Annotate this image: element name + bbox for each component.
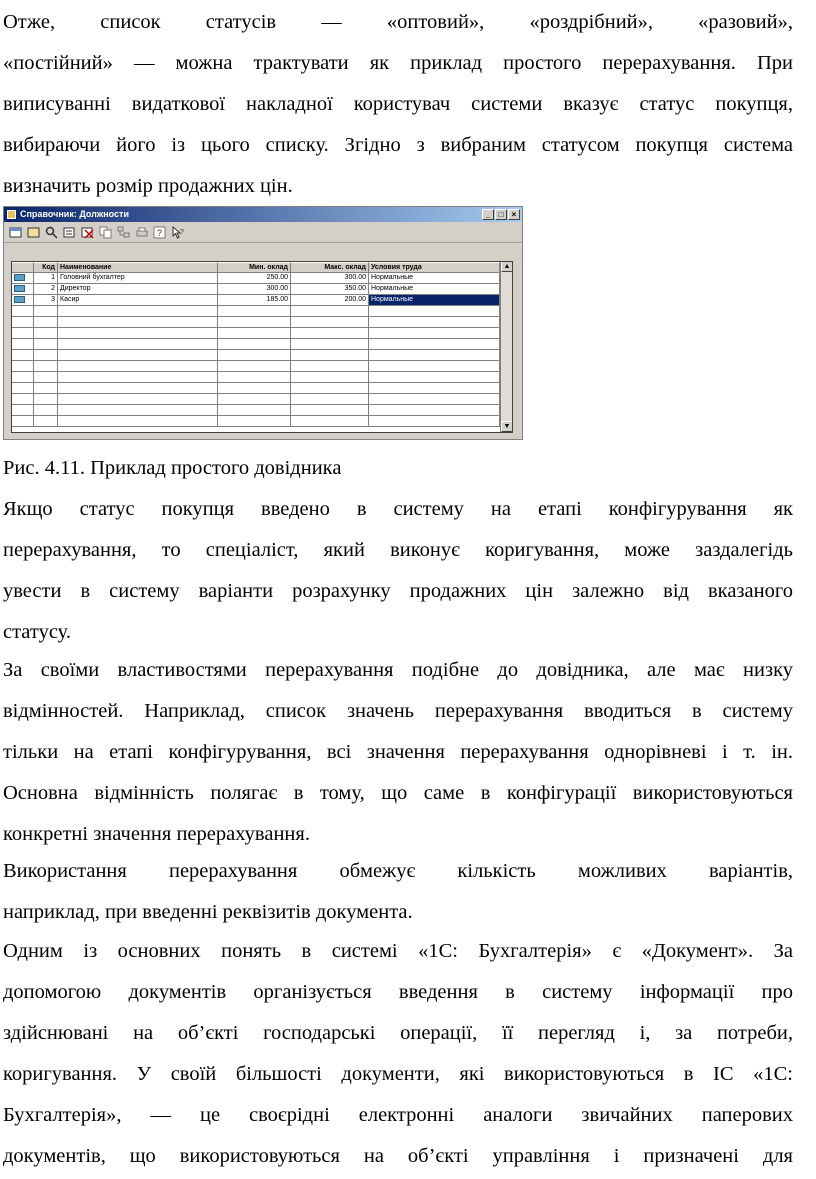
text-line: виписуванні видаткової накладної користувач системи вказує статус покупця, bbox=[3, 93, 793, 115]
svg-text:?: ? bbox=[180, 228, 184, 236]
empty-cell bbox=[218, 328, 291, 339]
empty-cell bbox=[12, 394, 34, 405]
empty-cell bbox=[369, 394, 500, 405]
header-conditions[interactable]: Условия труда bbox=[369, 262, 500, 273]
empty-cell bbox=[291, 361, 369, 372]
empty-cell bbox=[34, 372, 58, 383]
empty-cell bbox=[218, 394, 291, 405]
table-header bbox=[12, 262, 500, 273]
table-row[interactable] bbox=[12, 284, 500, 295]
header-code[interactable]: Код bbox=[34, 262, 58, 273]
empty-cell bbox=[34, 383, 58, 394]
empty-cell bbox=[369, 416, 500, 427]
header-name[interactable]: Наименование bbox=[58, 262, 218, 273]
empty-cell bbox=[12, 350, 34, 361]
text-line: коригування. У своїй більшості документи, які використовуються в ІС «1С: bbox=[3, 1063, 793, 1085]
empty-cell bbox=[369, 317, 500, 328]
empty-cell bbox=[12, 328, 34, 339]
empty-cell bbox=[34, 405, 58, 416]
directory-table bbox=[11, 261, 513, 433]
empty-cell bbox=[218, 317, 291, 328]
cell-conditions: Нормальные bbox=[369, 284, 500, 295]
cell-min-salary: 300.00 bbox=[218, 284, 291, 295]
paragraph-statuses bbox=[3, 2, 793, 207]
text-line: тільки на етапі конфігурування, всі значення перерахування однорівневі і т. ін. bbox=[3, 741, 793, 763]
pointer-help-icon[interactable] bbox=[171, 226, 185, 239]
empty-cell bbox=[12, 405, 34, 416]
empty-cell bbox=[12, 306, 34, 317]
text-line: визначить розмір продажних цін. bbox=[3, 175, 293, 197]
text-line: За своїми властивостями перерахування подібне до довідника, але має низку bbox=[3, 659, 793, 681]
cell-max-salary: 300.00 bbox=[291, 273, 369, 284]
item-icon bbox=[14, 285, 25, 292]
text-line: Бухгалтерія», — це своєрідні електронні аналоги звичайних паперових bbox=[3, 1104, 793, 1126]
text-line: конкретні значення перерахування. bbox=[3, 823, 310, 845]
paragraph-usage bbox=[3, 851, 793, 933]
empty-cell bbox=[58, 361, 218, 372]
header-max-salary[interactable]: Макс. оклад bbox=[291, 262, 369, 273]
empty-cell bbox=[369, 405, 500, 416]
empty-cell bbox=[58, 328, 218, 339]
empty-cell bbox=[58, 317, 218, 328]
window-app-icon bbox=[7, 210, 16, 219]
window-title: Справочник: Должности bbox=[20, 209, 129, 219]
empty-cell bbox=[34, 328, 58, 339]
cell-max-salary: 200.00 bbox=[291, 295, 369, 306]
help-icon[interactable] bbox=[153, 226, 167, 239]
empty-cell bbox=[218, 416, 291, 427]
empty-cell bbox=[58, 339, 218, 350]
empty-table-row bbox=[12, 405, 500, 416]
empty-cell bbox=[369, 339, 500, 350]
empty-cell bbox=[291, 317, 369, 328]
text-line: Основна відмінність полягає в тому, що саме в конфігурації використовуються bbox=[3, 782, 793, 804]
empty-cell bbox=[218, 350, 291, 361]
maximize-button[interactable]: □ bbox=[495, 209, 507, 220]
vertical-scrollbar[interactable] bbox=[500, 261, 513, 433]
text-line: Отже, список статусів — «оптовий», «роздрібний», «разовий», bbox=[3, 11, 793, 33]
empty-cell bbox=[12, 317, 34, 328]
empty-table-row bbox=[12, 372, 500, 383]
cell-name: Касир bbox=[58, 295, 218, 306]
cell-conditions-selected[interactable]: Нормальные bbox=[369, 295, 500, 306]
empty-table-row bbox=[12, 383, 500, 394]
empty-table-row bbox=[12, 350, 500, 361]
text-line: статусу. bbox=[3, 621, 71, 643]
empty-cell bbox=[291, 328, 369, 339]
scroll-up-icon[interactable]: ▲ bbox=[501, 261, 513, 272]
cell-code: 1 bbox=[34, 273, 58, 284]
empty-cell bbox=[58, 383, 218, 394]
empty-cell bbox=[58, 394, 218, 405]
empty-cell bbox=[34, 361, 58, 372]
text-line: перерахування, то спеціаліст, який виконує коригування, може заздалегідь bbox=[3, 539, 793, 561]
paragraph-configuration bbox=[3, 489, 793, 653]
paragraph-documents bbox=[3, 931, 793, 1177]
empty-cell bbox=[291, 405, 369, 416]
new-group-icon[interactable] bbox=[27, 226, 41, 239]
empty-cell bbox=[369, 383, 500, 394]
text-line: «постійний» — можна трактувати як приклад простого перерахування. При bbox=[3, 52, 793, 74]
empty-table-row bbox=[12, 306, 500, 317]
item-icon bbox=[14, 296, 25, 303]
cell-code: 3 bbox=[34, 295, 58, 306]
empty-table-row bbox=[12, 361, 500, 372]
figure-caption: Рис. 4.11. Приклад простого довідника bbox=[3, 457, 342, 479]
directory-window-screenshot bbox=[3, 206, 523, 440]
empty-cell bbox=[34, 339, 58, 350]
empty-cell bbox=[369, 372, 500, 383]
window-toolbar bbox=[4, 222, 522, 243]
cell-min-salary: 250.00 bbox=[218, 273, 291, 284]
empty-cell bbox=[34, 394, 58, 405]
paragraph-differences bbox=[3, 650, 793, 855]
header-min-salary[interactable]: Мин. оклад bbox=[218, 262, 291, 273]
empty-cell bbox=[291, 306, 369, 317]
empty-cell bbox=[218, 383, 291, 394]
minimize-button[interactable]: _ bbox=[482, 209, 494, 220]
svg-text:?: ? bbox=[157, 227, 163, 238]
empty-cell bbox=[291, 350, 369, 361]
scroll-down-icon[interactable]: ▼ bbox=[501, 421, 513, 432]
empty-cell bbox=[58, 350, 218, 361]
empty-cell bbox=[34, 416, 58, 427]
empty-cell bbox=[58, 372, 218, 383]
table-row[interactable] bbox=[12, 295, 500, 306]
cell-code: 2 bbox=[34, 284, 58, 295]
empty-cell bbox=[291, 394, 369, 405]
window-titlebar bbox=[4, 207, 522, 222]
empty-table-row bbox=[12, 416, 500, 427]
text-line: увести в систему варіанти розрахунку продажних цін залежно від вказаного bbox=[3, 580, 793, 602]
text-line: Якщо статус покупця введено в систему на етапі конфігурування як bbox=[3, 498, 793, 520]
empty-cell bbox=[12, 383, 34, 394]
text-line: документів, що використовуються на об’єкті управління і призначені для bbox=[3, 1145, 793, 1167]
empty-cell bbox=[12, 416, 34, 427]
empty-cell bbox=[58, 306, 218, 317]
item-icon bbox=[14, 274, 25, 281]
empty-cell bbox=[218, 405, 291, 416]
cell-conditions: Нормальные bbox=[369, 273, 500, 284]
empty-cell bbox=[12, 339, 34, 350]
empty-cell bbox=[218, 339, 291, 350]
cell-max-salary: 350.00 bbox=[291, 284, 369, 295]
table-row[interactable] bbox=[12, 273, 500, 284]
empty-cell bbox=[369, 350, 500, 361]
empty-cell bbox=[58, 416, 218, 427]
empty-cell bbox=[12, 372, 34, 383]
empty-cell bbox=[291, 372, 369, 383]
empty-table-row bbox=[12, 328, 500, 339]
delete-icon[interactable] bbox=[81, 226, 95, 239]
new-item-icon[interactable] bbox=[9, 226, 23, 239]
empty-cell bbox=[218, 372, 291, 383]
empty-cell bbox=[34, 306, 58, 317]
text-line: вибираючи його із цього списку. Згідно з вибраним статусом покупця система bbox=[3, 134, 793, 156]
cell-name: Головний бухгалтер bbox=[58, 273, 218, 284]
row-icon-cell bbox=[12, 295, 34, 306]
row-icon-cell bbox=[12, 284, 34, 295]
empty-table-row bbox=[12, 339, 500, 350]
cell-name: Директор bbox=[58, 284, 218, 295]
text-line: Одним із основних понять в системі «1С: Бухгалтерія» є «Документ». За bbox=[3, 940, 793, 962]
empty-cell bbox=[218, 306, 291, 317]
cell-min-salary: 185.00 bbox=[218, 295, 291, 306]
edit-icon[interactable] bbox=[63, 226, 77, 239]
empty-cell bbox=[369, 361, 500, 372]
row-icon-cell bbox=[12, 273, 34, 284]
print-icon[interactable] bbox=[135, 226, 149, 239]
empty-cell bbox=[12, 361, 34, 372]
find-icon[interactable] bbox=[45, 226, 59, 239]
empty-table-row bbox=[12, 394, 500, 405]
text-line: допомогою документів організується введення в систему інформації про bbox=[3, 981, 793, 1003]
empty-table-row bbox=[12, 317, 500, 328]
text-line: відмінностей. Наприклад, список значень перерахування вводиться в систему bbox=[3, 700, 793, 722]
header-icon-col bbox=[12, 262, 34, 273]
close-button[interactable]: × bbox=[508, 209, 520, 220]
text-line: здійснювані на об’єкті господарські операції, її перегляд і, за потреби, bbox=[3, 1022, 793, 1044]
text-line: наприклад, при введенні реквізитів документа. bbox=[3, 901, 413, 923]
text-line: Використання перерахування обмежує кількість можливих варіантів, bbox=[3, 860, 793, 882]
empty-cell bbox=[218, 361, 291, 372]
empty-cell bbox=[369, 306, 500, 317]
empty-cell bbox=[34, 317, 58, 328]
empty-cell bbox=[291, 416, 369, 427]
empty-cell bbox=[291, 339, 369, 350]
empty-cell bbox=[58, 405, 218, 416]
copy-icon[interactable] bbox=[99, 226, 113, 239]
hierarchy-icon[interactable] bbox=[117, 226, 131, 239]
empty-cell bbox=[34, 350, 58, 361]
empty-cell bbox=[369, 328, 500, 339]
empty-cell bbox=[291, 383, 369, 394]
